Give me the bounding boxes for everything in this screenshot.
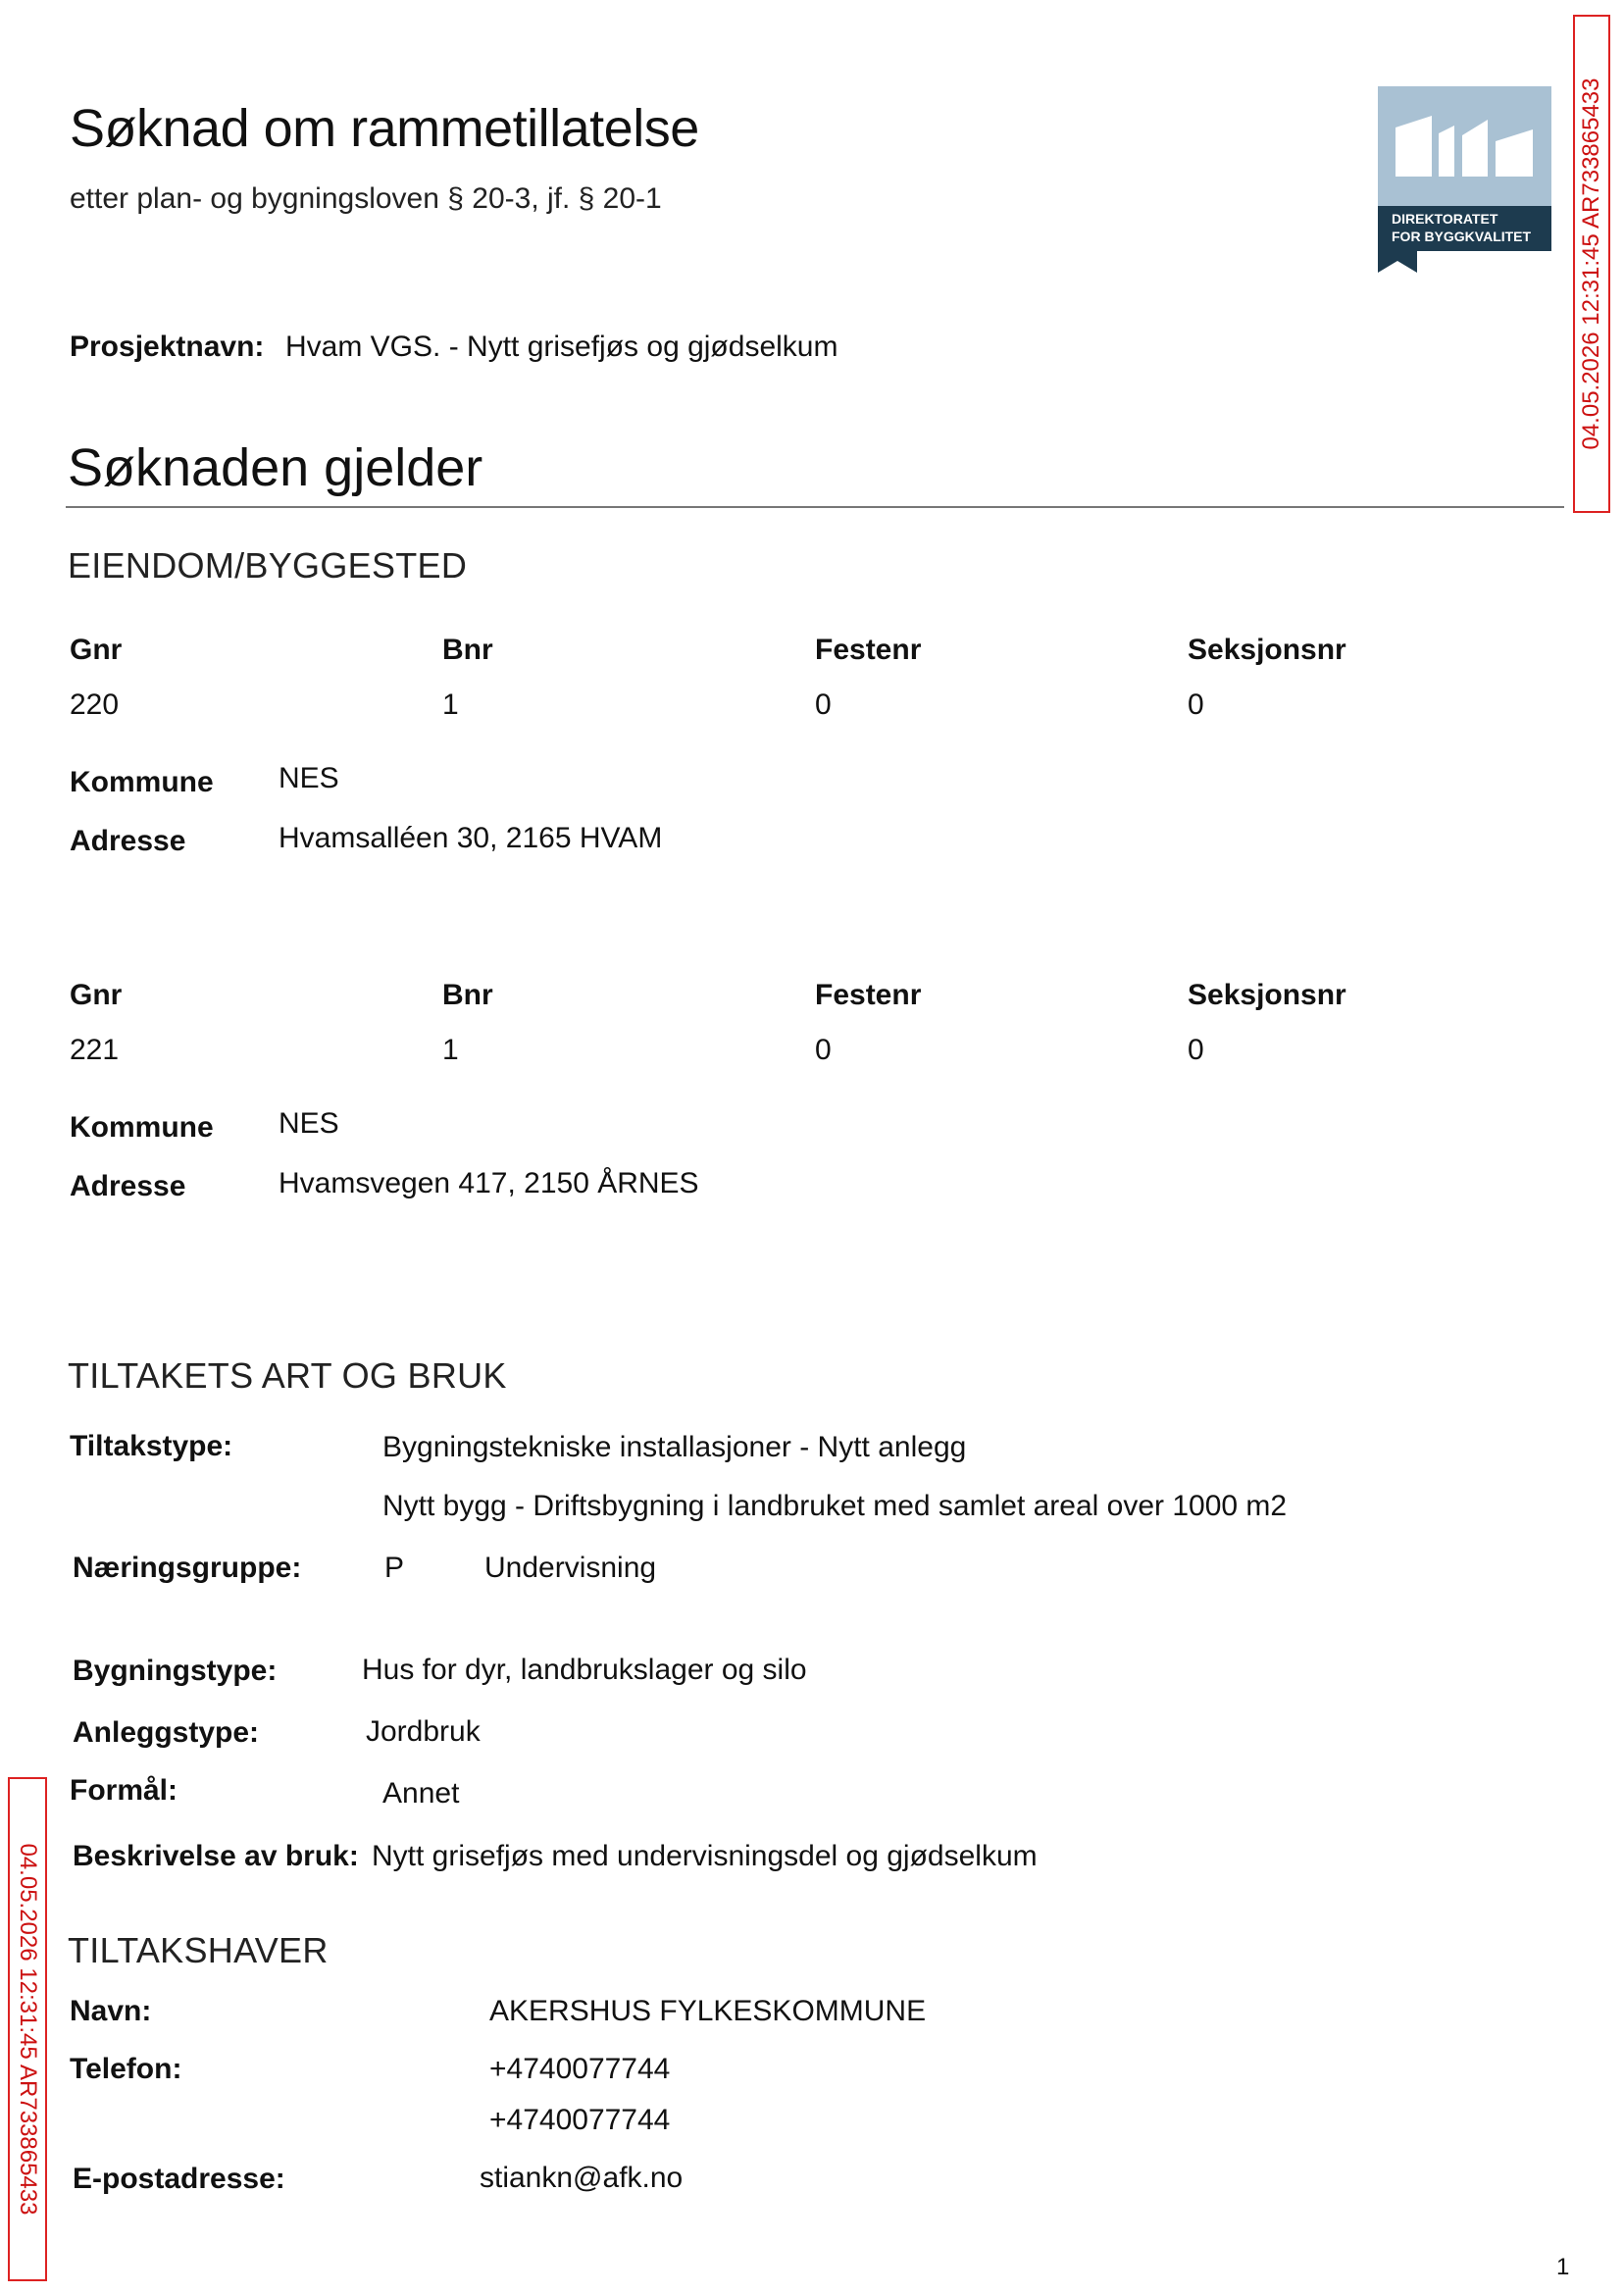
telefon-value-2: +4740077744 [489, 2104, 671, 2136]
beskrivelse-value: Nytt grisefjøs med undervisningsdel og gjødselkum [372, 1840, 1038, 1872]
telefon-value-1: +4740077744 [489, 2053, 671, 2085]
property-1-adresse-value: Hvamsalléen 30, 2165 HVAM [279, 822, 663, 854]
bygningstype-value: Hus for dyr, landbrukslager og silo [362, 1654, 807, 1686]
col-header-festenr-2: Festenr [815, 979, 922, 1011]
timestamp-stamp-right [1573, 15, 1610, 513]
anleggstype-label: Anleggstype: [73, 1716, 260, 1749]
telefon-label: Telefon: [70, 2053, 182, 2085]
property-2-kommune-label: Kommune [70, 1111, 214, 1144]
tiltak-section-title: TILTAKETS ART OG BRUK [68, 1355, 507, 1396]
tiltakstype-value-1: Bygningstekniske installasjoner - Nytt anlegg [382, 1431, 967, 1463]
tiltakstype-label: Tiltakstype: [70, 1430, 233, 1462]
epost-label: E-postadresse: [73, 2163, 285, 2195]
naeringsgruppe-value: Undervisning [484, 1552, 657, 1584]
document-title: Søknad om rammetillatelse [70, 99, 699, 158]
formal-label: Formål: [70, 1774, 178, 1807]
property-2-adresse-value: Hvamsvegen 417, 2150 ÅRNES [279, 1167, 699, 1199]
dibk-logo [1378, 86, 1551, 251]
property-2-adresse-label: Adresse [70, 1170, 186, 1202]
col-header-gnr: Gnr [70, 634, 123, 666]
col-header-bnr: Bnr [442, 634, 493, 666]
property-1-seksjonsnr: 0 [1188, 688, 1204, 721]
property-2-festenr: 0 [815, 1034, 832, 1066]
epost-value[interactable]: stiankn@afk.no [480, 2162, 684, 2194]
logo-line1: DIREKTORATET [1392, 211, 1498, 227]
project-value: Hvam VGS. - Nytt grisefjøs og gjødselkum [285, 331, 838, 363]
timestamp-stamp-left [8, 1777, 47, 2281]
beskrivelse-label: Beskrivelse av bruk: [73, 1840, 359, 1872]
property-1-kommune-value: NES [279, 762, 339, 794]
naeringsgruppe-label: Næringsgruppe: [73, 1552, 302, 1584]
property-2-bnr: 1 [442, 1034, 459, 1066]
page-number: 1 [1556, 2254, 1570, 2280]
stamp-text-right: 04.05.2026 12:31:45 AR733865433 [1578, 77, 1604, 450]
anleggstype-value: Jordbruk [366, 1715, 481, 1748]
heading-rule [66, 506, 1564, 508]
property-2-kommune-value: NES [279, 1107, 339, 1140]
section-heading: Søknaden gjelder [68, 438, 483, 497]
property-1-gnr: 220 [70, 688, 120, 721]
col-header-gnr-2: Gnr [70, 979, 123, 1011]
col-header-seksjonsnr-2: Seksjonsnr [1188, 979, 1346, 1011]
stamp-text-left: 04.05.2026 12:31:45 AR733865433 [15, 1843, 41, 2216]
property-1-bnr: 1 [442, 688, 459, 721]
logo-line2: FOR BYGGKVALITET [1392, 229, 1532, 244]
tiltakstype-value-2: Nytt bygg - Driftsbygning i landbruket med samlet areal over 1000 m2 [382, 1490, 1288, 1522]
building-logo-icon [1378, 86, 1551, 273]
col-header-festenr: Festenr [815, 634, 922, 666]
document-subtitle: etter plan- og bygningsloven § 20-3, jf. § 20-1 [70, 182, 662, 215]
formal-value: Annet [382, 1777, 460, 1810]
navn-value: AKERSHUS FYLKESKOMMUNE [489, 1995, 927, 2027]
property-2-seksjonsnr: 0 [1188, 1034, 1204, 1066]
project-label: Prosjektnavn: [70, 331, 265, 363]
bygningstype-label: Bygningstype: [73, 1655, 278, 1687]
naeringsgruppe-code: P [384, 1552, 405, 1584]
tiltakshaver-section-title: TILTAKSHAVER [68, 1930, 329, 1970]
property-2-gnr: 221 [70, 1034, 120, 1066]
property-section-title: EIENDOM/BYGGESTED [68, 545, 468, 586]
property-1-kommune-label: Kommune [70, 766, 214, 798]
property-1-adresse-label: Adresse [70, 825, 186, 857]
property-1-festenr: 0 [815, 688, 832, 721]
col-header-seksjonsnr: Seksjonsnr [1188, 634, 1346, 666]
col-header-bnr-2: Bnr [442, 979, 493, 1011]
navn-label: Navn: [70, 1995, 152, 2027]
